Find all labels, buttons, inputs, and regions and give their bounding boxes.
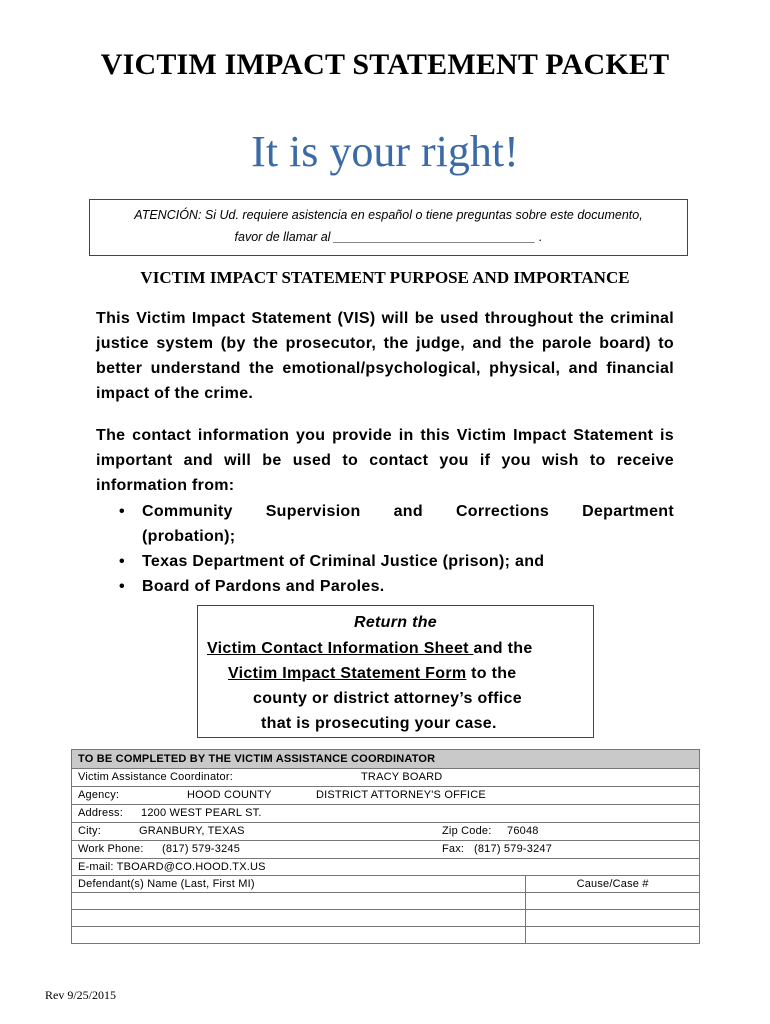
zip-label: Zip Code:: [442, 825, 492, 837]
spanish-notice-line-1: ATENCIÓN: Si Ud. requiere asistencia en español o tiene preguntas sobre este documento,: [134, 208, 643, 222]
defendant-name-field[interactable]: [72, 893, 526, 910]
list-item: [96, 499, 674, 549]
table-row: [72, 787, 700, 805]
table-header-row: [72, 750, 700, 769]
bullet-icon: •: [119, 578, 125, 595]
coordinator-table: [71, 749, 700, 944]
table-row: [72, 910, 700, 927]
return-line: Victim Impact Statement Form to the: [228, 665, 517, 682]
return-line: county or district attorney’s office: [253, 690, 522, 707]
cause-number-field[interactable]: [526, 927, 700, 944]
agency-label: Agency:: [78, 789, 120, 801]
contact-paragraph: The contact information you provide in this Victim Impact Statement is important and will be used to contact you if you wish to receive information from:: [96, 427, 674, 494]
document-subtitle: It is your right!: [251, 127, 519, 176]
bullet-text: Board of Pardons and Paroles.: [142, 578, 385, 595]
table-row: [72, 893, 700, 910]
bullet-icon: •: [119, 503, 125, 520]
purpose-heading: VICTIM IMPACT STATEMENT PURPOSE AND IMPORTANCE: [140, 268, 630, 287]
table-row: [72, 805, 700, 823]
contact-sheet-reference: Victim Contact Information Sheet: [207, 640, 474, 657]
return-instructions-box: [197, 605, 594, 738]
return-line: Return the: [354, 614, 437, 631]
return-line: that is prosecuting your case.: [261, 715, 497, 732]
agency-value: HOOD COUNTY: [187, 789, 272, 801]
coordinator-label: Victim Assistance Coordinator:: [78, 771, 233, 783]
defendant-name-field[interactable]: [72, 927, 526, 944]
purpose-paragraph: This Victim Impact Statement (VIS) will be used throughout the criminal justice system (by the prosecutor, the judge, and the parole board) to better understand the emotional/psychological, physical, and financial impact of the crime.: [96, 310, 674, 402]
bullet-text: Community Supervision and Corrections Department: [142, 503, 674, 520]
coordinator-value: TRACY BOARD: [361, 771, 443, 783]
address-value: 1200 WEST PEARL ST.: [141, 807, 262, 819]
zip-value: 76048: [507, 825, 539, 837]
cause-number-field[interactable]: [526, 910, 700, 927]
return-line: Victim Contact Information Sheet and the: [207, 640, 533, 657]
city-value: GRANBURY, TEXAS: [139, 825, 245, 837]
revision-date: Rev 9/25/2015: [45, 988, 116, 1002]
bullet-icon: •: [119, 553, 125, 570]
bullet-text: Texas Department of Criminal Justice (prison); and: [142, 553, 545, 570]
agency-office-value: DISTRICT ATTORNEY'S OFFICE: [316, 789, 486, 801]
table-row: [72, 927, 700, 944]
table-row: [72, 823, 700, 841]
cause-number-field[interactable]: [526, 893, 700, 910]
address-label: Address:: [78, 807, 124, 819]
spanish-notice-box: [89, 199, 688, 256]
table-row: [72, 859, 700, 876]
list-item: [96, 574, 674, 599]
agency-bullet-list: [96, 499, 674, 599]
fax-label: Fax:: [442, 843, 465, 855]
defendant-name-field[interactable]: [72, 910, 526, 927]
table-row: [72, 876, 700, 893]
email-cell: E-mail: TBOARD@CO.HOOD.TX.US: [72, 859, 700, 876]
bullet-text-continued: (probation);: [142, 528, 236, 545]
document-title: VICTIM IMPACT STATEMENT PACKET: [100, 48, 670, 81]
phone-value: (817) 579-3245: [162, 843, 241, 855]
list-item: [96, 549, 674, 574]
statement-form-reference: Victim Impact Statement Form: [228, 665, 467, 682]
defendant-name-header: Defendant(s) Name (Last, First MI): [72, 876, 526, 893]
phone-label: Work Phone:: [78, 843, 144, 855]
city-label: City:: [78, 825, 101, 837]
table-header: TO BE COMPLETED BY THE VICTIM ASSISTANCE COORDINATOR: [72, 750, 700, 769]
fax-value: (817) 579-3247: [474, 843, 553, 855]
table-row: [72, 769, 700, 787]
spanish-notice-line-2: favor de llamar al _____________________________ .: [234, 230, 543, 244]
table-row: [72, 841, 700, 859]
cause-number-header: Cause/Case #: [526, 876, 700, 893]
